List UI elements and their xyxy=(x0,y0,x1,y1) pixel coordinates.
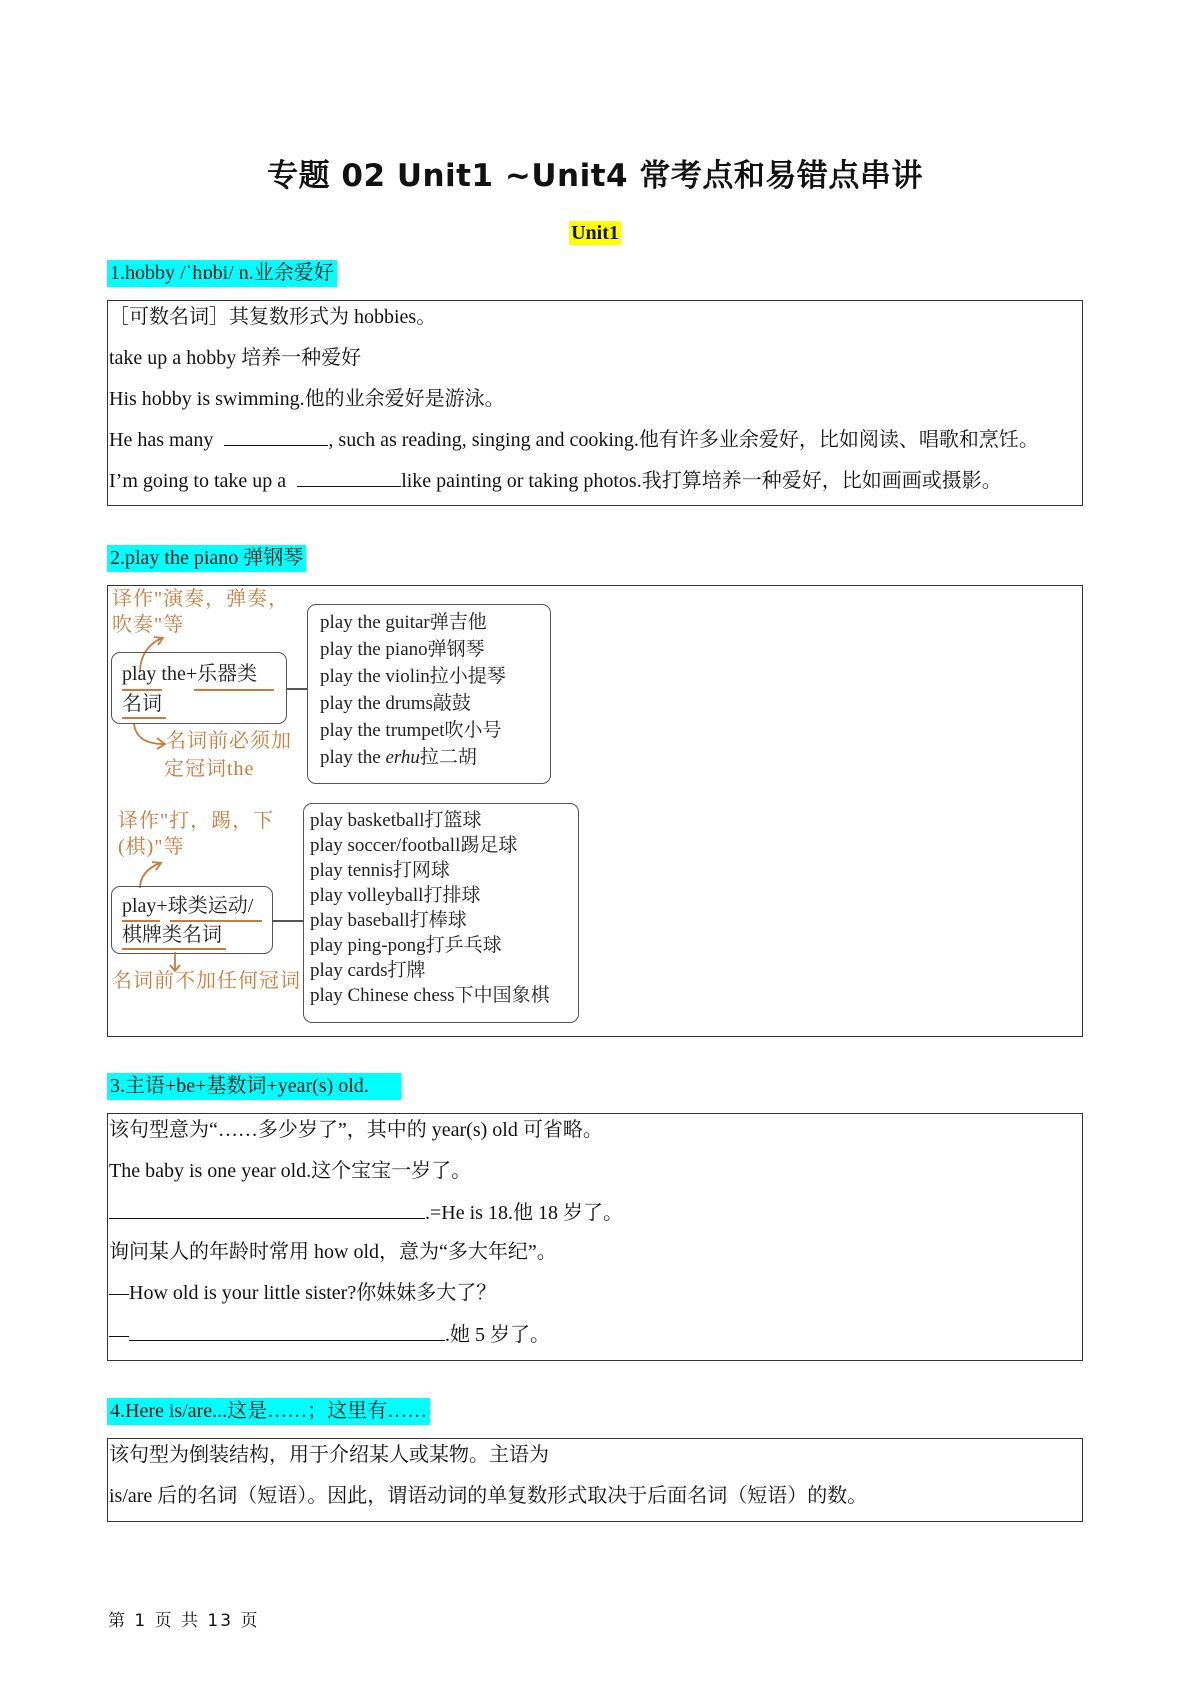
note-no-article: 名词前不加任何冠词 xyxy=(112,970,301,992)
instrument-rule-box xyxy=(111,652,287,724)
section2-diagram xyxy=(107,585,1083,1037)
section4-line-2: is/are 后的名词（短语）。因此，谓语动词的单复数形式取决于后面名词（短语）的数。 xyxy=(109,1485,868,1507)
fill-blank-4[interactable] xyxy=(129,1322,445,1341)
section1-line-4 xyxy=(109,427,1039,452)
section3-line-6-dash: — xyxy=(109,1324,129,1346)
instrument-examples-box xyxy=(307,604,551,784)
underline-instrument xyxy=(194,689,274,691)
section1-heading: 1.hobby /ˈhɒbi/ n.业余爱好 xyxy=(107,260,337,287)
section3-line-5: —How old is your little sister?你妹妹多大了？ xyxy=(109,1282,497,1304)
section3-line-3 xyxy=(109,1200,623,1225)
instrument-example: play the trumpet吹小号 xyxy=(320,720,502,741)
section2-heading: 2.play the piano 弹钢琴 xyxy=(107,545,306,572)
note-translate-sports-2: (棋)"等 xyxy=(118,836,185,858)
section1-line-5-end: like painting or taking photos.我打算培养一种爱好，比如画画或摄影。 xyxy=(401,470,1002,492)
underline-noun-type xyxy=(122,948,226,950)
section1-line-5-start: I’m going to take up a xyxy=(109,470,292,492)
section3-heading: 3.主语+be+基数词+year(s) old. xyxy=(107,1073,401,1100)
instrument-example: play the violin拉小提琴 xyxy=(320,666,506,687)
sports-rule-line-2: 棋牌类名词 xyxy=(122,924,222,946)
fill-blank-2[interactable] xyxy=(297,468,401,487)
fill-blank-3[interactable] xyxy=(109,1200,425,1219)
section3-line-6 xyxy=(109,1322,550,1347)
sports-example: play soccer/football踢足球 xyxy=(310,835,518,856)
instrument-example-erhu xyxy=(320,744,477,771)
sports-example: play tennis打网球 xyxy=(310,860,450,881)
erhu-word: erhu xyxy=(385,747,420,768)
section4-heading: 4.Here is/are...这是……；这里有…… xyxy=(107,1398,430,1425)
unit-label-wrap xyxy=(0,222,1190,245)
sports-rule-box xyxy=(111,886,273,954)
section4-line-1: 该句型为倒装结构，用于介绍某人或某物。主语为 xyxy=(109,1444,549,1466)
section3-line-1: 该句型意为“……多少岁了”，其中的 year(s) old 可省略。 xyxy=(109,1119,603,1141)
section1-line-3: His hobby is swimming.他的业余爱好是游泳。 xyxy=(109,388,505,410)
underline-noun xyxy=(122,717,166,719)
fill-blank-1[interactable] xyxy=(224,427,328,446)
instrument-example: play the drums敲鼓 xyxy=(320,693,471,714)
page-number: 第 1 页 共 13 页 xyxy=(108,1611,260,1631)
section4-box xyxy=(107,1438,1083,1522)
sports-example: play basketball打篮球 xyxy=(310,810,482,831)
sports-example: play baseball打棒球 xyxy=(310,910,467,931)
sports-examples-box xyxy=(303,803,579,1023)
note-article-required: 名词前必须加 xyxy=(166,730,292,752)
section1-line-5 xyxy=(109,468,1002,493)
connector-line-2 xyxy=(273,920,303,922)
section3-line-4: 询问某人的年龄时常用 how old，意为“多大年纪”。 xyxy=(109,1241,557,1263)
section3-line-2: The baby is one year old.这个宝宝一岁了。 xyxy=(109,1160,472,1182)
erhu-suffix: 拉二胡 xyxy=(419,747,477,768)
instrument-rule-line-2: 名词 xyxy=(122,693,162,715)
instrument-example: play the piano弹钢琴 xyxy=(320,639,485,660)
section1-line-4-end: , such as reading, singing and cooking.他有许多业余爱好，比如阅读、唱歌和烹饪。 xyxy=(328,429,1039,451)
sports-example: play volleyball打排球 xyxy=(310,885,481,906)
connector-line-1 xyxy=(287,688,307,690)
note-translate-play-2: 吹奏"等 xyxy=(112,614,185,636)
instrument-rule-line-1: play the+乐器类 xyxy=(122,663,258,685)
section3-box xyxy=(107,1113,1083,1361)
unit-label: Unit1 xyxy=(571,222,619,244)
erhu-prefix: play the xyxy=(320,747,386,768)
note-article-required-2: 定冠词the xyxy=(164,758,255,780)
sports-example: play ping-pong打乒乓球 xyxy=(310,935,502,956)
instrument-example: play the guitar弹吉他 xyxy=(320,612,487,633)
section1-line-1: ［可数名词］其复数形式为 hobbies。 xyxy=(109,306,437,328)
note-translate-sports: 译作"打，踢，下 xyxy=(118,810,275,832)
section1-box xyxy=(107,300,1083,506)
section1-line-2: take up a hobby 培养一种爱好 xyxy=(109,347,362,369)
sports-example: play Chinese chess下中国象棋 xyxy=(310,985,550,1006)
document-title: 专题 02 Unit1 ~Unit4 常考点和易错点串讲 xyxy=(267,158,923,194)
note-translate-play: 译作"演奏，弹奏， xyxy=(112,588,290,610)
sports-example: play cards打牌 xyxy=(310,960,426,981)
section3-line-3-end: .=He is 18.他 18 岁了。 xyxy=(425,1202,623,1224)
sports-rule-line-1: play+球类运动/ xyxy=(122,895,254,917)
section3-line-6-end: .她 5 岁了。 xyxy=(445,1324,550,1346)
section1-line-4-start: He has many xyxy=(109,429,219,451)
